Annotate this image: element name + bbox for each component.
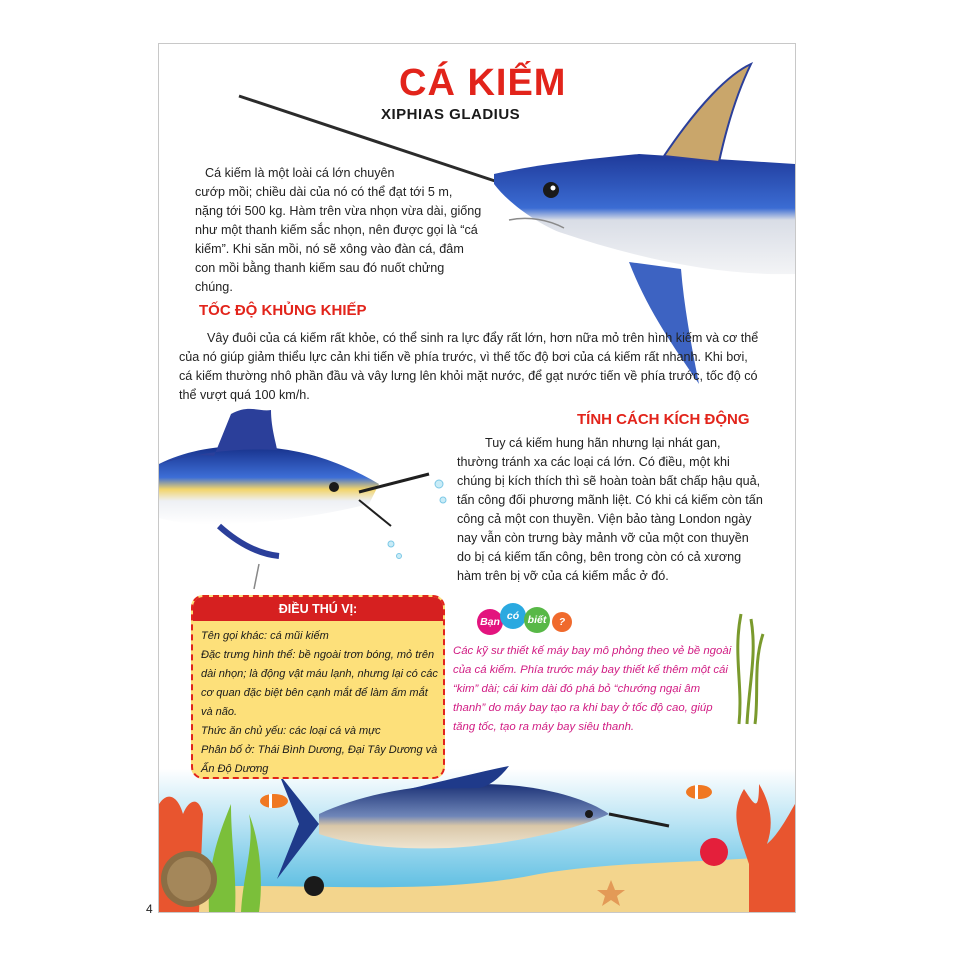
book-page bbox=[158, 43, 796, 913]
question-mark-icon: ? bbox=[552, 612, 572, 632]
intro-body: cướp mồi; chiều dài của nó có thể đạt tới 5 m, nặng tới 500 kg. Hàm trên vừa nhọn vừa dài, giống như một thanh kiếm sắc nhọn, nên được gọi là “cá kiếm”. Khi săn mồi, nó sẽ xông vào đàn cá, đâm con mồi bằng thanh kiếm sau đó nuốt chửng chúng. bbox=[195, 185, 482, 294]
intro-first-line: Cá kiếm là một loài cá lớn chuyên bbox=[205, 166, 395, 180]
intro-paragraph bbox=[195, 164, 483, 297]
speed-heading: TỐC ĐỘ KHỦNG KHIẾP bbox=[199, 302, 367, 319]
fact-item: Phân bố ở: Thái Bình Dương, Đại Tây Dương và Ấn Độ Dương bbox=[201, 744, 438, 775]
fact-item: Tên gọi khác: cá mũi kiếm bbox=[201, 630, 329, 642]
page-number: 4 bbox=[146, 902, 153, 916]
badge-word-ban: Bạn bbox=[477, 609, 503, 635]
fun-facts-heading: ĐIỀU THÚ VỊ: bbox=[193, 597, 443, 621]
fact-item: Đặc trưng hình thể: bề ngoài trơn bóng, mỏ trên dài nhọn; là động vật máu lạnh, nhưng lại có các cơ quan đặc biệt bên cạnh mắt để làm ấm mắt và não. bbox=[201, 649, 438, 718]
page-subtitle: XIPHIAS GLADIUS bbox=[381, 106, 521, 123]
badge-word-co: có bbox=[500, 603, 526, 629]
badge-word-biet: biết bbox=[524, 607, 550, 633]
fact-item: Thức ăn chủ yếu: các loại cá và mực bbox=[201, 725, 381, 737]
page-title: CÁ KIẾM bbox=[399, 62, 567, 104]
temper-paragraph: Tuy cá kiếm hung hãn nhưng lại nhát gan, thường tránh xa các loại cá lớn. Có điều, một khi chúng bị kích thích thì sẽ hoàn toàn bất chấp hậu quả, tấn công đối phương mãnh liệt. Có khi cá kiếm còn tấn công cả một con thuyền. Viện bảo tàng London ngày nay vẫn còn trưng bày mảnh vỡ của một con thuyền do bị cá kiếm tấn công, bên trong còn có cả xương hàm trên bị vỡ của cá kiếm mắc ở đó. bbox=[457, 436, 763, 583]
did-you-know-text: Các kỹ sư thiết kế máy bay mô phỏng theo vẻ bề ngoài của cá kiếm. Phía trước máy bay thiết kế thêm một cái “kim” dài; cái kim dài đó phá bỏ “chướng ngại âm thanh” do máy bay tạo ra khi bay ở tốc độ cao, giúp tăng tốc, tạo ra máy bay siêu thanh. bbox=[453, 645, 732, 733]
marlin-illustration bbox=[159, 409, 446, 589]
temper-heading: TÍNH CÁCH KÍCH ĐỘNG bbox=[577, 411, 750, 428]
fun-facts-box bbox=[191, 595, 445, 779]
speed-paragraph: Vây đuôi của cá kiếm rất khỏe, có thể sinh ra lực đẩy rất lớn, hơn nữa mỏ trên hình kiếm và cơ thể của nó giúp giảm thiểu lực cản khi tiến về phía trước, vì thế tốc độ bơi của cá kiếm rất nhanh. Khi bơi, cá kiếm thường nhô phần đầu và vây lưng lên khỏi mặt nước, để gạt nước tiến về phía trước, tốc độ có thể vượt quá 100 km/h. bbox=[179, 331, 759, 402]
fun-facts-list bbox=[201, 627, 439, 779]
